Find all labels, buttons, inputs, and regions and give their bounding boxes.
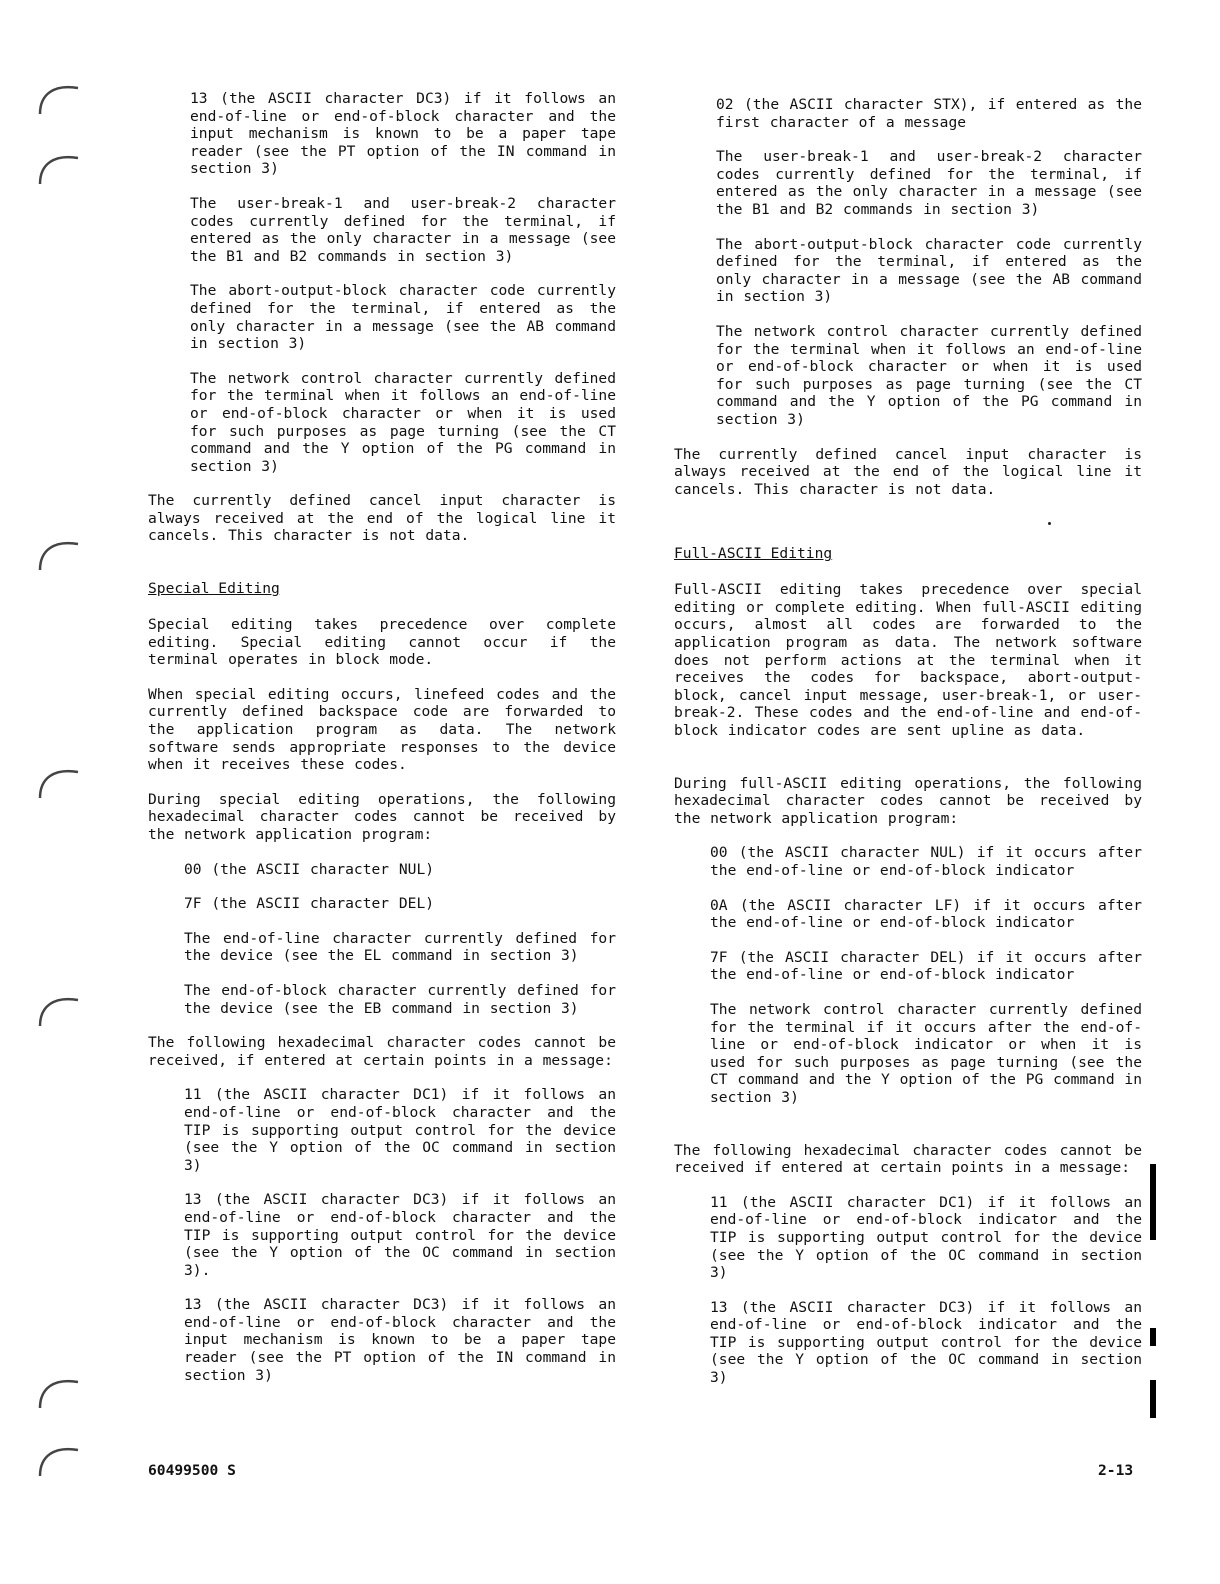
list-item: 13 (the ASCII character DC3) if it follows an end-of-line or end-of-block character and the TIP is supporting output control for the device (see the Y option of the OC command in section 3). xyxy=(184,1191,616,1279)
left-column xyxy=(148,90,616,1401)
body-paragraph: The currently defined cancel input character is always received at the end of the logical line it cancels. This character is not data. xyxy=(148,492,616,545)
list-item: The abort-output-block character code currently defined for the terminal, if entered as the only character in a message (see the AB command in section 3) xyxy=(190,282,616,353)
change-bar xyxy=(1150,1164,1156,1240)
list-item: 11 (the ASCII character DC1) if it follows an end-of-line or end-of-block character and the TIP is supporting output control for the device (see the Y option of the OC command in section 3) xyxy=(184,1086,616,1174)
right-column xyxy=(674,96,1142,1404)
change-bar xyxy=(1150,1328,1156,1346)
section-heading-special-editing: Special Editing xyxy=(148,580,280,598)
list-item: 02 (the ASCII character STX), if entered as the first character of a message xyxy=(716,96,1142,131)
list-item: The network control character currently defined for the terminal when it follows an end-of-line or end-of-block character or when it is used for such purposes as page turning (see the CT command and the Y option of the PG command in section 3) xyxy=(716,322,1142,428)
binder-hole-mark xyxy=(36,1374,82,1410)
list-item: The network control character currently defined for the terminal if it occurs after the end-of-line or end-of-block indicator or when it is used for such purposes as page turning (see the CT command and the Y option of the PG command in section 3) xyxy=(710,1000,1142,1106)
list-item: 0A (the ASCII character LF) if it occurs after the end-of-line or end-of-block indicator xyxy=(710,896,1142,932)
binder-hole-mark xyxy=(36,150,82,186)
list-item: The network control character currently defined for the terminal when it follows an end-of-line or end-of-block character or when it is used for such purposes as page turning (see the CT command and the Y option of the PG command in section 3) xyxy=(190,369,616,475)
body-paragraph: The following hexadecimal character codes cannot be received if entered at certain points in a message: xyxy=(674,1141,1142,1177)
body-paragraph: During special editing operations, the following hexadecimal character codes cannot be received by the network application program: xyxy=(148,790,616,843)
list-item: 00 (the ASCII character NUL) xyxy=(184,860,435,878)
page-number: 2-13 xyxy=(1098,1462,1134,1479)
list-item: 7F (the ASCII character DEL) xyxy=(184,895,435,913)
list-item: The user-break-1 and user-break-2 character codes currently defined for the terminal, if entered as the only character in a message (see the B1 and B2 commands in section 3) xyxy=(190,194,616,265)
binder-hole-mark xyxy=(36,536,82,572)
list-item: 13 (the ASCII character DC3) if it follows an end-of-line or end-of-block character and the input mechanism is known to be a paper tape reader (see the PT option of the IN command in section 3) xyxy=(184,1296,616,1384)
stray-mark xyxy=(1048,522,1051,525)
list-item: The abort-output-block character code currently defined for the terminal, if entered as the only character in a message (see the AB command in section 3) xyxy=(716,235,1142,306)
list-item: 00 (the ASCII character NUL) if it occurs after the end-of-line or end-of-block indicator xyxy=(710,844,1142,879)
section-heading-full-ascii-editing: Full-ASCII Editing xyxy=(674,545,833,563)
binder-hole-mark xyxy=(36,992,82,1028)
list-item: The user-break-1 and user-break-2 character codes currently defined for the terminal, if entered as the only character in a message (see the B1 and B2 commands in section 3) xyxy=(716,148,1142,218)
body-paragraph: The currently defined cancel input character is always received at the end of the logical line it cancels. This character is not data. xyxy=(674,445,1142,498)
list-item: 11 (the ASCII character DC1) if it follows an end-of-line or end-of-block indicator and the TIP is supporting output control for the device (see the Y option of the OC command in section 3) xyxy=(710,1193,1142,1282)
body-paragraph: Full-ASCII editing takes precedence over special editing or complete editing. When full-ASCII editing occurs, almost all codes are forwarded to the application program as data. The network software does not perform actions at the terminal when it receives the codes for backspace, abort-output-block, cancel input message, user-break-1, or user-break-2. These codes and the end-of-line and end-of-block indicator codes are sent upline as data. xyxy=(674,581,1142,740)
list-item: The end-of-block character currently defined for the device (see the EB command in section 3) xyxy=(184,981,616,1017)
list-item: 13 (the ASCII character DC3) if it follows an end-of-line or end-of-block indicator and the TIP is supporting output control for the device (see the Y option of the OC command in section 3) xyxy=(710,1298,1142,1387)
document-number: 60499500 S xyxy=(148,1462,236,1479)
binder-hole-mark xyxy=(36,1442,82,1478)
list-item: 7F (the ASCII character DEL) if it occurs after the end-of-line or end-of-block indicator xyxy=(710,948,1142,984)
body-paragraph: When special editing occurs, linefeed codes and the currently defined backspace code are forwarded to the application program as data. The network software sends appropriate responses to the device when it receives these codes. xyxy=(148,685,616,774)
binder-hole-mark xyxy=(36,764,82,800)
body-paragraph: The following hexadecimal character codes cannot be received, if entered at certain points in a message: xyxy=(148,1034,616,1069)
binder-hole-mark xyxy=(36,80,82,116)
body-paragraph: Special editing takes precedence over complete editing. Special editing cannot occur if the terminal operates in block mode. xyxy=(148,616,616,669)
list-item: 13 (the ASCII character DC3) if it follows an end-of-line or end-of-block character and the input mechanism is known to be a paper tape reader (see the PT option of the IN command in section 3) xyxy=(190,90,616,178)
list-item: The end-of-line character currently defined for the device (see the EL command in section 3) xyxy=(184,929,616,965)
change-bar xyxy=(1150,1380,1156,1418)
body-paragraph: During full-ASCII editing operations, the following hexadecimal character codes cannot be received by the network application program: xyxy=(674,774,1142,827)
